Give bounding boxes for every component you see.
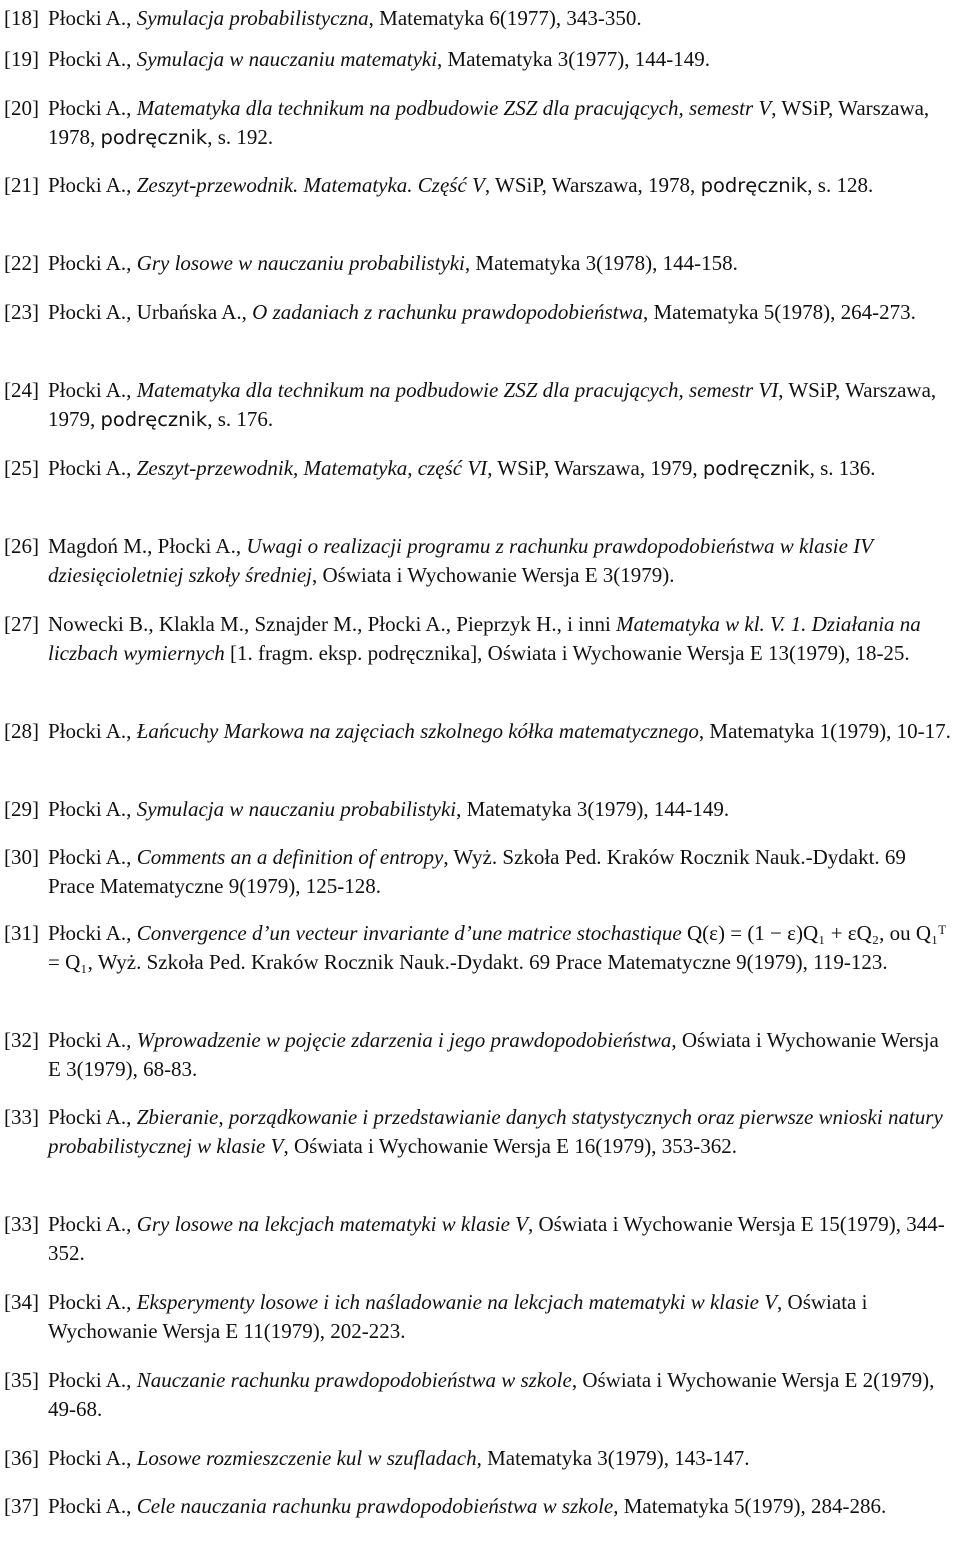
reference-details: , Oświata i Wychowanie Wersja E 3(1979). [312,563,675,587]
reference-details: , Oświata i Wychowanie Wersja E 15(1979), 344-352. [48,1212,945,1265]
reference-details: , Oświata i Wychowanie Wersja E 11(1979), 202-223. [48,1290,868,1343]
reference-details: , Oświata i Wychowanie Wersja E 2(1979), 49-68. [48,1368,935,1421]
reference-type: podręcznik [100,408,208,431]
reference-number: [20] [4,96,39,120]
reference-details: [1. fragm. eksp. podręcznika], Oświata i Wychowanie Wersja E 13(1979), 18-25. [224,641,910,665]
reference-author: Płocki A., [48,921,137,945]
reference-author: Płocki A., [48,378,137,402]
reference-author: Płocki A., [48,1494,137,1518]
reference-number: [24] [4,378,39,402]
reference-author: Płocki A., [48,47,137,71]
reference-title: Łańcuchy Markowa na zajęciach szkolnego kółka matematycznego [136,719,699,743]
reference-title: Cele nauczania rachunku prawdopodobieństwa w szkole [136,1494,614,1518]
reference-title: Matematyka dla technikum na podbudowie ZSZ dla pracujących, semestr VI [136,378,779,402]
reference-author: Płocki A., [48,1290,137,1314]
reference-details: , Wyż. Szkoła Ped. Kraków Rocznik Nauk.-Dydakt. 69 Prace Matematyczne 9(1979), 119-123. [87,950,888,974]
reference-details: , Matematyka 5(1978), 264-273. [642,300,916,324]
reference-number: [21] [4,173,39,197]
reference-title: O zadaniach z rachunku prawdopodobieństwa [252,300,643,324]
reference-author: Nowecki B., Klakla M., Sznajder M., Płocki A., Pieprzyk H., i inni [48,612,617,636]
reference-pages: , s. 192. [207,125,274,149]
reference-author: Płocki A., [48,1105,137,1129]
reference-number: [32] [4,1028,39,1052]
reference-author: Płocki A., Urbańska A., [48,300,253,324]
reference-title: Symulacja w nauczaniu probabilistyki [136,797,457,821]
reference-details: , Matematyka 3(1977), 144-149. [437,47,710,71]
reference-title: Eksperymenty losowe i ich naśladowanie na lekcjach matematyki w klasie V [136,1290,778,1314]
reference-title: Convergence d’un vecteur invariante d’une matrice stochastique [136,921,682,945]
reference-number: [31] [4,921,39,945]
reference-36 [0,1444,955,1473]
reference-author: Płocki A., [48,1368,137,1392]
reference-details: , Matematyka 3(1978), 144-158. [464,251,738,275]
reference-number: [25] [4,456,39,480]
reference-author: Magdoń M., Płocki A., [48,534,247,558]
reference-author: Płocki A., [48,1212,137,1236]
reference-title: Uwagi o realizacji programu z rachunku prawdopodobieństwa w klasie IV dziesięcioletniej szkoły średniej [48,534,873,587]
reference-28 [0,717,955,746]
reference-number: [29] [4,797,39,821]
reference-34 [0,1288,955,1346]
reference-29 [0,795,955,824]
reference-title: Zbieranie, porządkowanie i przedstawianie danych statystycznych oraz pierwsze wnioski natury probabilistycznej w klasie V [48,1105,943,1158]
reference-details: , WSiP, Warszawa, 1979, [487,456,703,480]
reference-title: Comments an a definition of entropy [136,845,444,869]
reference-37 [0,1492,955,1521]
reference-details: , Matematyka 1(1979), 10-17. [698,719,951,743]
reference-author: Płocki A., [48,845,137,869]
reference-number: [18] [4,6,39,30]
reference-number: [36] [4,1446,39,1470]
reference-details: , WSiP, Warszawa, 1978, [484,173,701,197]
reference-type: podręcznik [100,126,208,149]
reference-number: [35] [4,1368,39,1392]
reference-type: podręcznik [702,457,810,480]
reference-number: [33] [4,1212,39,1236]
reference-author: Płocki A., [48,719,137,743]
reference-pages: , s. 136. [809,456,876,480]
reference-author: Płocki A., [48,173,137,197]
reference-title: Wprowadzenie w pojęcie zdarzenia i jego prawdopodobieństwa [136,1028,672,1052]
reference-details: , WSiP, Warszawa, 1979, [48,378,937,431]
reference-31 [0,919,955,977]
reference-title: Symulacja w nauczaniu matematyki [136,47,438,71]
reference-pages: , s. 176. [207,407,274,431]
reference-details: , Matematyka 3(1979), 144-149. [456,797,730,821]
reference-title: Matematyka dla technikum na podbudowie ZSZ dla pracujących, semestr V [136,96,772,120]
reference-pages: , s. 128. [807,173,874,197]
reference-details: , Oświata i Wychowanie Wersja E 16(1979), 353-362. [283,1134,737,1158]
reference-author: Płocki A., [48,96,137,120]
reference-number: [34] [4,1290,39,1314]
reference-title: Nauczanie rachunku prawdopodobieństwa w szkole [136,1368,572,1392]
reference-27 [0,610,955,668]
reference-number: [22] [4,251,39,275]
reference-number: [28] [4,719,39,743]
reference-35 [0,1366,955,1424]
reference-details: , WSiP, Warszawa, 1978, [48,96,930,149]
reference-title: Matematyka w kl. V. 1. Działania na liczbach wymiernych [48,612,921,665]
reference-details: , Wyż. Szkoła Ped. Kraków Rocznik Nauk.-Dydakt. 69 Prace Matematyczne 9(1979), 125-128. [48,845,906,898]
reference-author: Płocki A., [48,797,137,821]
reference-author: Płocki A., [48,6,137,30]
reference-details: , Matematyka 5(1979), 284-286. [613,1494,887,1518]
reference-author: Płocki A., [48,1446,137,1470]
reference-number: [37] [4,1494,39,1518]
reference-title: Gry losowe na lekcjach matematyki w klasie V [136,1212,528,1236]
reference-title: Zeszyt-przewodnik. Matematyka. Część V [136,173,485,197]
reference-title: Gry losowe w nauczaniu probabilistyki [136,251,465,275]
reference-title: Losowe rozmieszczenie kul w szufladach [136,1446,477,1470]
reference-33b [0,1210,955,1268]
reference-20 [0,94,955,152]
reference-details: , Matematyka 6(1977), 343-350. [368,6,642,30]
reference-30 [0,843,955,901]
reference-details: , Oświata i Wychowanie Wersja E 3(1979), 68-83. [48,1028,939,1081]
reference-23 [0,298,955,327]
reference-formula: Q(ε) = (1 − ε)Q₁ + εQ₂, ou Q₁ᵀ = Q₁ [48,921,946,974]
reference-number: [26] [4,534,39,558]
reference-details: , Matematyka 3(1979), 143-147. [476,1446,750,1470]
reference-24 [0,376,955,434]
reference-number: [23] [4,300,39,324]
reference-title: Zeszyt-przewodnik, Matematyka, część VI [136,456,488,480]
reference-32 [0,1026,955,1084]
reference-number: [27] [4,612,39,636]
reference-type: podręcznik [700,174,808,197]
reference-26 [0,532,955,590]
reference-33a [0,1103,955,1161]
reference-18 [0,4,955,33]
reference-22 [0,249,955,278]
reference-author: Płocki A., [48,456,137,480]
reference-title: Symulacja probabilistyczna [136,6,369,30]
reference-author: Płocki A., [48,1028,137,1052]
reference-number: [30] [4,845,39,869]
reference-25 [0,454,955,483]
reference-number: [19] [4,47,39,71]
reference-19 [0,45,955,74]
reference-author: Płocki A., [48,251,137,275]
reference-number: [33] [4,1105,39,1129]
reference-21 [0,171,955,200]
